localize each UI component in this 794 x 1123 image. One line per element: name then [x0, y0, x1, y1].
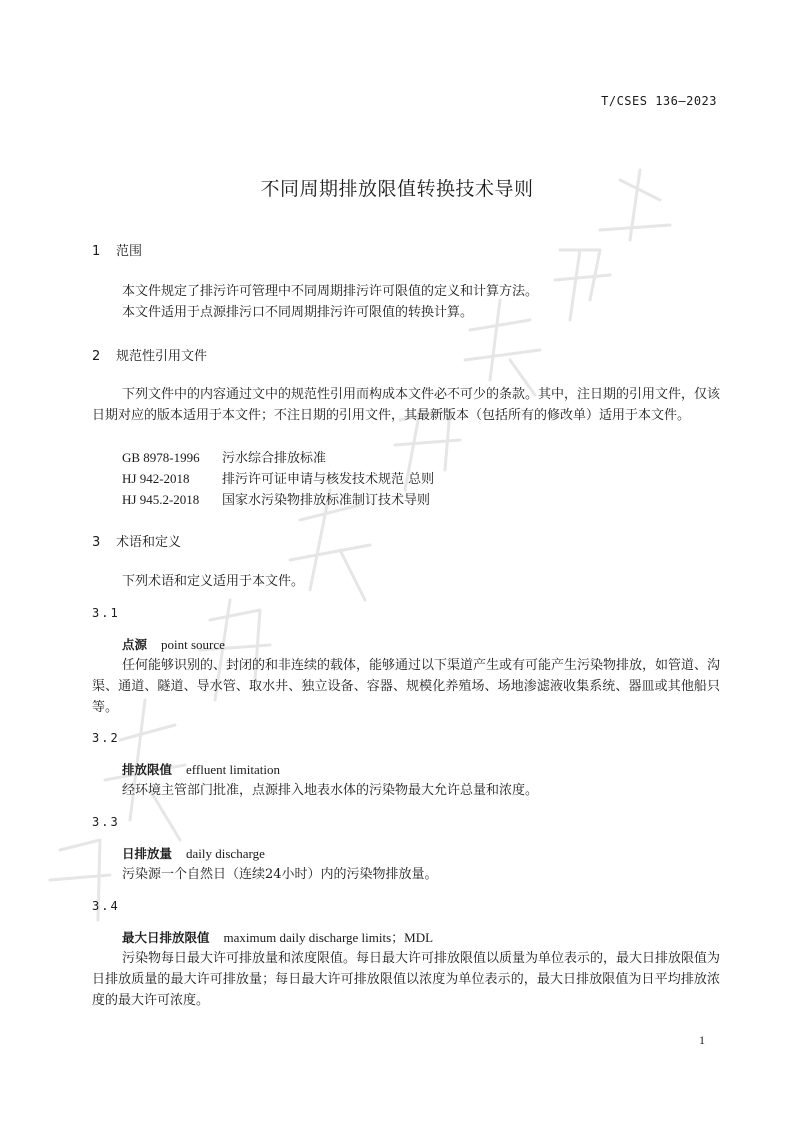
- term-number: 3.4: [92, 899, 120, 913]
- paragraph: 本文件适用于点源排污口不同周期排污许可限值的转换计算。: [122, 305, 474, 320]
- section-title: 范围: [116, 244, 143, 259]
- term-cn: 最大日排放限值: [122, 930, 210, 945]
- paragraph: 本文件规定了排污许可管理中不同周期排污许可限值的定义和计算方法。: [122, 284, 539, 299]
- document-title: 不同周期排放限值转换技术导则: [260, 178, 534, 200]
- definition-text: 任何能够识别的、封闭的和非连续的载体，能够通过以下渠道产生或有可能产生污染物排放，如管道、沟渠、通道、隧道、导水管、取水井、独立设备、容器、规模化养殖场、场地渗滤液收集系统、器皿或其他船只等。: [92, 658, 721, 715]
- section-heading-3: [92, 531, 181, 550]
- term-definition: [92, 948, 720, 1011]
- term-number: 3.1: [92, 606, 120, 620]
- reference-code: HJ 945.2-2018: [122, 492, 200, 507]
- term-en: effluent limitation: [186, 762, 281, 777]
- section-heading-1: [92, 240, 142, 259]
- reference-code: HJ 942-2018: [122, 471, 190, 486]
- term-heading: [122, 927, 433, 949]
- reference-name: 污水综合排放标准: [222, 451, 327, 466]
- term-definition: 经环境主管部门批准，点源排入地表水体的污染物最大允许总量和浓度。: [122, 783, 539, 798]
- term-en: daily discharge: [186, 846, 265, 861]
- page-number: 1: [699, 1033, 705, 1047]
- definition-text: 污染物每日最大许可排放量和浓度限值。每日最大许可排放限值以质量为单位表示的，最大日排放限值为日排放质量的最大许可排放量；每日最大许可排放限值以浓度为单位表示的，最大日排放限值为日平均排放浓度的最大许可浓度。: [92, 951, 721, 1008]
- reference-name: 排污许可证申请与核发技术规范 总则: [222, 472, 435, 487]
- term-en: point source: [161, 637, 225, 652]
- paragraph: 下列术语和定义适用于本文件。: [122, 574, 305, 589]
- reference-name: 国家水污染物排放标准制订技术导则: [222, 493, 431, 508]
- term-cn: 日排放量: [122, 846, 173, 861]
- section-number: 3: [92, 535, 101, 550]
- term-definition: 污染源一个自然日（连续24小时）内的污染物排放量。: [122, 867, 438, 882]
- reference-item: [122, 468, 434, 490]
- section-title: 规范性引用文件: [116, 349, 208, 364]
- section-number: 1: [92, 244, 101, 259]
- standard-number: T/CSES 136—2023: [601, 94, 717, 108]
- section-title: 术语和定义: [116, 535, 182, 550]
- reference-item: [122, 447, 326, 469]
- term-en: maximum daily discharge limits；MDL: [223, 930, 434, 945]
- term-heading: [122, 759, 280, 781]
- paragraph-text: 下列文件中的内容通过文中的规范性引用而构成本文件必不可少的条款。其中，注日期的引用文件，仅该日期对应的版本适用于本文件；不注日期的引用文件，其最新版本（包括所有的修改单）适用于本文件。: [92, 387, 721, 423]
- term-cn: 排放限值: [122, 762, 173, 777]
- term-heading: [122, 843, 265, 865]
- term-definition: [92, 655, 720, 718]
- term-heading: [122, 634, 225, 656]
- term-number: 3.3: [92, 815, 120, 829]
- reference-code: GB 8978-1996: [122, 450, 200, 465]
- term-number: 3.2: [92, 731, 120, 745]
- reference-item: [122, 489, 430, 511]
- section-heading-2: [92, 345, 207, 364]
- paragraph: [92, 384, 720, 426]
- term-cn: 点源: [122, 637, 148, 652]
- section-number: 2: [92, 349, 101, 364]
